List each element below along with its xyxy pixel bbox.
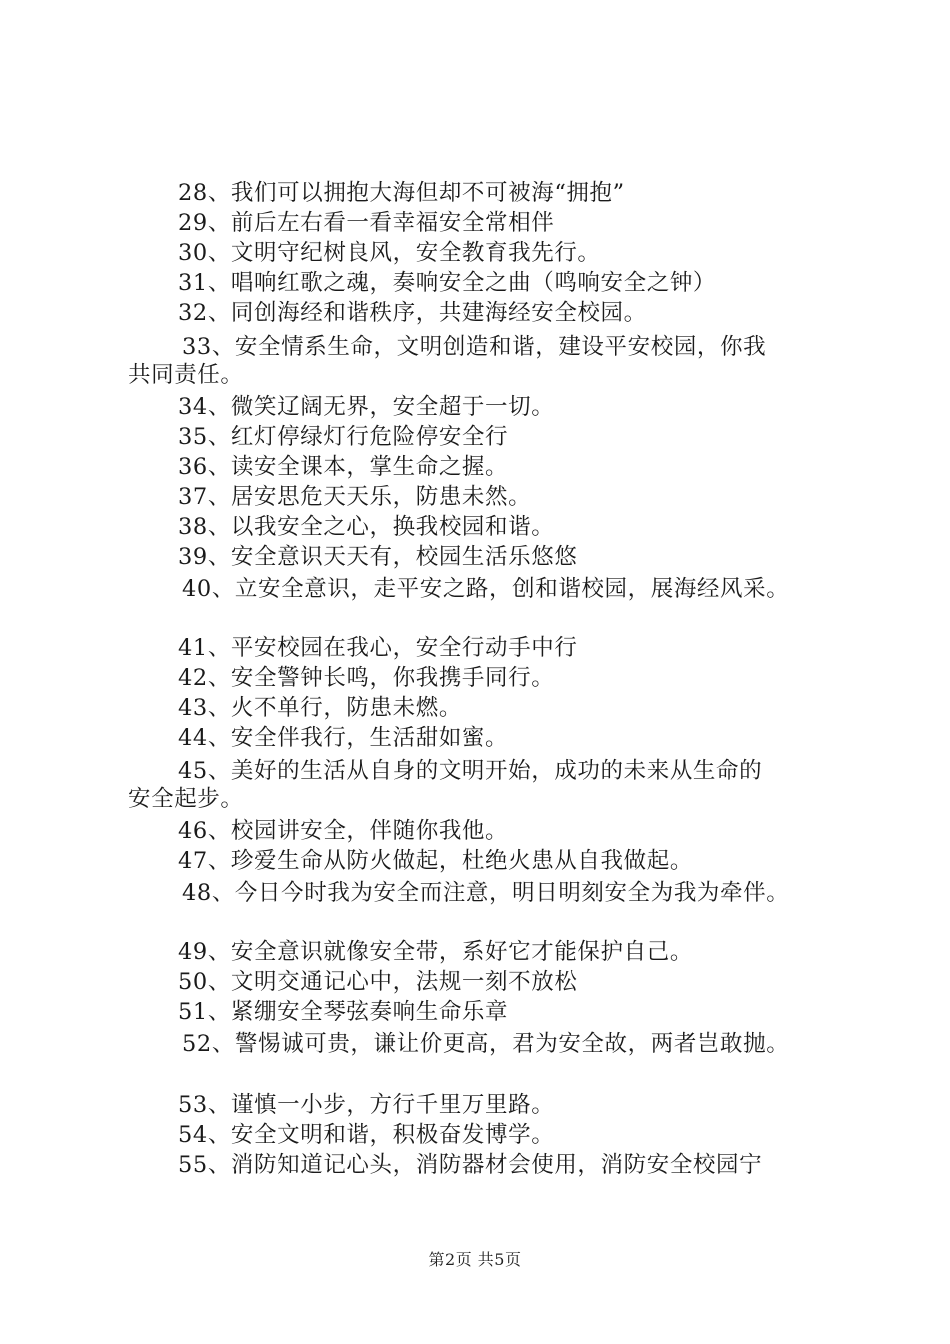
page-footer: 第2页 共5页: [428, 1250, 522, 1269]
slogan-48: 48、今日今时我为安全而注意，明日明刻安全为我为牵伴。: [182, 880, 790, 906]
slogan-30: 30、文明守纪树良风，安全教育我先行。: [178, 240, 601, 266]
slogan-45: 45、美好的生活从自身的文明开始，成功的未来从生命的: [178, 758, 763, 784]
slogan-45-continued: 安全起步。: [128, 786, 244, 812]
slogan-31: 31、唱响红歌之魂，奏响安全之曲（鸣响安全之钟）: [178, 270, 717, 296]
slogan-52: 52、警惕诚可贵，谦让价更高，君为安全故，两者岂敢抛。: [182, 1031, 790, 1057]
slogan-34: 34、微笑辽阔无界，安全超于一切。: [178, 394, 555, 420]
slogan-51: 51、紧绷安全琴弦奏响生命乐章: [178, 999, 509, 1025]
slogan-33: 33、安全情系生命，文明创造和谐，建设平安校园，你我: [182, 334, 767, 360]
slogan-41: 41、平安校园在我心，安全行动手中行: [178, 635, 578, 661]
slogan-40: 40、立安全意识，走平安之路，创和谐校园，展海经风采。: [182, 576, 790, 602]
slogan-37: 37、居安思危天天乐，防患未然。: [178, 484, 532, 510]
slogan-36: 36、读安全课本，掌生命之握。: [178, 454, 509, 480]
slogan-46: 46、校园讲安全，伴随你我他。: [178, 818, 509, 844]
slogan-42: 42、安全警钟长鸣，你我携手同行。: [178, 665, 555, 691]
slogan-29: 29、前后左右看一看幸福安全常相伴: [178, 210, 555, 236]
slogan-43: 43、火不单行，防患未燃。: [178, 695, 462, 721]
slogan-44: 44、安全伴我行，生活甜如蜜。: [178, 725, 509, 751]
slogan-35: 35、红灯停绿灯行危险停安全行: [178, 424, 509, 450]
slogan-50: 50、文明交通记心中，法规一刻不放松: [178, 969, 578, 995]
slogan-54: 54、安全文明和谐，积极奋发博学。: [178, 1122, 555, 1148]
slogan-47: 47、珍爱生命从防火做起，杜绝火患从自我做起。: [178, 848, 693, 874]
slogan-32: 32、同创海经和谐秩序，共建海经安全校园。: [178, 300, 647, 326]
slogan-39: 39、安全意识天天有，校园生活乐悠悠: [178, 544, 578, 570]
slogan-28: 28、我们可以拥抱大海但却不可被海“拥抱”: [178, 180, 625, 206]
slogan-33-continued: 共同责任。: [128, 362, 244, 388]
slogan-38: 38、以我安全之心，换我校园和谐。: [178, 514, 555, 540]
slogan-49: 49、安全意识就像安全带，系好它才能保护自己。: [178, 939, 693, 965]
slogan-55: 55、消防知道记心头，消防器材会使用，消防安全校园宁: [178, 1152, 763, 1178]
slogan-53: 53、谨慎一小步，方行千里万里路。: [178, 1092, 555, 1118]
